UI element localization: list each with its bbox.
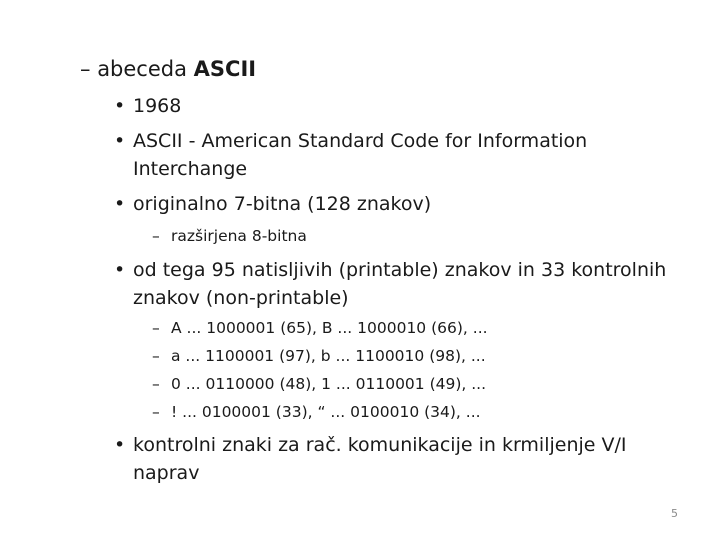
bullet-text: 1968 bbox=[133, 95, 182, 117]
bullet-text: ASCII - American Standard Code for Information bbox=[133, 130, 588, 152]
heading-dash: – bbox=[80, 57, 91, 81]
bullet-marker: • bbox=[114, 95, 126, 117]
sub-bullet-text: razširjena 8-bitna bbox=[171, 227, 307, 245]
sub-bullet-text: 0 ... 0110000 (48), 1 ... 0110001 (49), ... bbox=[171, 375, 487, 393]
bullet-text-continuation: naprav bbox=[133, 462, 200, 484]
bullet-text: kontrolni znaki za rač. komunikacije in krmiljenje V/I bbox=[133, 434, 627, 456]
sub-bullet-marker: – bbox=[152, 319, 160, 337]
page-number: 5 bbox=[671, 507, 678, 520]
sub-bullet-text: a ... 1100001 (97), b ... 1100010 (98), ... bbox=[171, 347, 486, 365]
bullet-text: od tega 95 natisljivih (printable) znakov in 33 kontrolnih bbox=[133, 259, 667, 281]
sub-bullet-text: ! ... 0100001 (33), “ ... 0100010 (34), ... bbox=[171, 403, 481, 421]
bullet-text-continuation: Interchange bbox=[133, 158, 248, 180]
heading-bold: ASCII bbox=[193, 57, 257, 81]
sub-bullet-marker: – bbox=[152, 227, 160, 245]
bullet-marker: • bbox=[114, 193, 126, 215]
heading-text: abeceda bbox=[97, 57, 187, 81]
heading-line bbox=[80, 57, 256, 81]
bullet-marker: • bbox=[114, 259, 126, 281]
bullet-marker: • bbox=[114, 434, 126, 456]
bullet-marker: • bbox=[114, 130, 126, 152]
bullet-text-continuation: znakov (non-printable) bbox=[133, 287, 349, 309]
sub-bullet-marker: – bbox=[152, 403, 160, 421]
bullet-text: originalno 7-bitna (128 znakov) bbox=[133, 193, 432, 215]
sub-bullet-marker: – bbox=[152, 347, 160, 365]
sub-bullet-text: A ... 1000001 (65), B ... 1000010 (66), ... bbox=[171, 319, 488, 337]
sub-bullet-marker: – bbox=[152, 375, 160, 393]
